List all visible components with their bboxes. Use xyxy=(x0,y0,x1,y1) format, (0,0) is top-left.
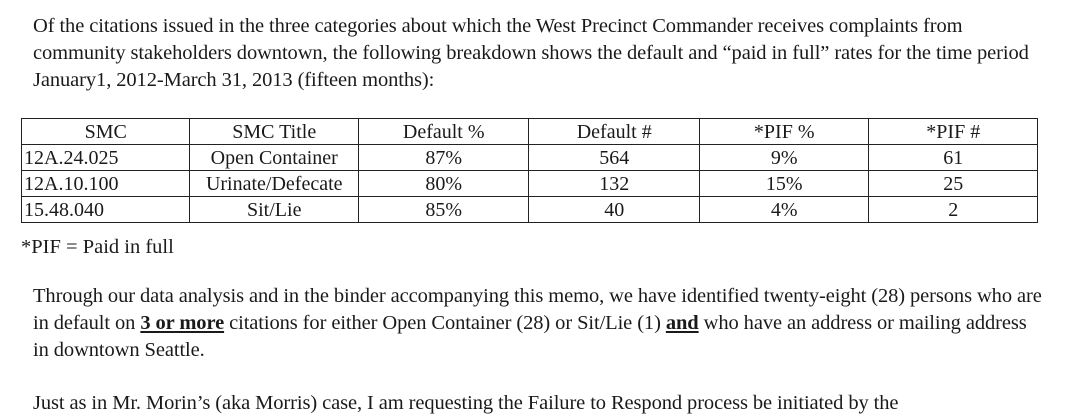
cell-smc: 15.48.040 xyxy=(22,197,190,223)
table-row xyxy=(22,197,1038,223)
analysis-text-2: citations for either Open Container (28) or Sit/Lie (1) xyxy=(224,312,666,334)
cell-smc-title: Open Container xyxy=(190,145,358,171)
analysis-text-3: who have an address or mailing address in downtown Seattle. xyxy=(33,312,1027,361)
cell-default-count: 564 xyxy=(529,145,700,171)
cell-default-percent: 80% xyxy=(358,171,529,197)
analysis-paragraph xyxy=(33,283,1043,364)
table-row xyxy=(22,145,1038,171)
table-row xyxy=(22,171,1038,197)
cell-pif-count: 2 xyxy=(869,197,1038,223)
analysis-emphasis-threshold: 3 or more xyxy=(140,312,225,334)
table-footnote: *PIF = Paid in full xyxy=(21,236,174,258)
table-header-row xyxy=(22,119,1038,145)
header-default-count: Default # xyxy=(529,119,700,145)
header-default-percent: Default % xyxy=(358,119,529,145)
analysis-text-1: Through our data analysis and in the binder accompanying this memo, we have identified twenty-eight (28) persons who are in default on xyxy=(33,285,1042,334)
cell-smc-title: Urinate/Defecate xyxy=(190,171,358,197)
cell-pif-count: 25 xyxy=(869,171,1038,197)
cell-default-count: 40 xyxy=(529,197,700,223)
cell-default-percent: 87% xyxy=(358,145,529,171)
header-smc: SMC xyxy=(22,119,190,145)
intro-paragraph: Of the citations issued in the three categories about which the West Precinct Commander receives complaints from community stakeholders downtown, the following breakdown shows the default and “paid in full” rates for the time period January1, 2012-March 31, 2013 (fifteen months): xyxy=(33,15,1029,91)
closing-paragraph: Just as in Mr. Morin’s (aka Morris) case, I am requesting the Failure to Respond process be initiated by the xyxy=(33,392,899,414)
citations-table xyxy=(21,118,1038,223)
cell-pif-percent: 9% xyxy=(699,145,869,171)
cell-smc: 12A.24.025 xyxy=(22,145,190,171)
cell-pif-count: 61 xyxy=(869,145,1038,171)
cell-smc-title: Sit/Lie xyxy=(190,197,358,223)
cell-default-percent: 85% xyxy=(358,197,529,223)
header-smc-title: SMC Title xyxy=(190,119,358,145)
cell-pif-percent: 4% xyxy=(699,197,869,223)
cell-default-count: 132 xyxy=(529,171,700,197)
analysis-emphasis-and: and xyxy=(665,312,699,334)
cell-pif-percent: 15% xyxy=(699,171,869,197)
cell-smc: 12A.10.100 xyxy=(22,171,190,197)
header-pif-count: *PIF # xyxy=(869,119,1038,145)
header-pif-percent: *PIF % xyxy=(699,119,869,145)
